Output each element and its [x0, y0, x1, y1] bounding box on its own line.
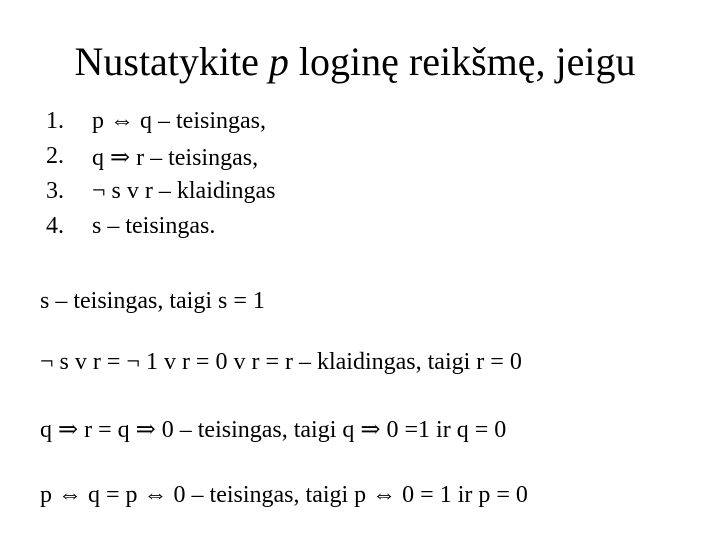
- condition-text: p ⇔ q – teisingas,: [92, 108, 266, 134]
- condition-text: ¬ s v r – klaidingas: [92, 178, 276, 204]
- condition-text: q ⇒ r – teisingas,: [92, 145, 259, 171]
- title-text-pre: Nustatykite: [74, 39, 269, 84]
- condition-number: 4.: [46, 213, 64, 239]
- solution-step: p ⇔ q = p ⇔ 0 – teisingas, taigi p ⇔ 0 = 1 ir p = 0: [40, 482, 528, 508]
- title-text-post: loginę reikšmę, jeigu: [288, 39, 636, 84]
- condition-number: 3.: [46, 178, 64, 204]
- condition-number: 1.: [46, 108, 64, 134]
- solution-step: q ⇒ r = q ⇒ 0 – teisingas, taigi q ⇒ 0 =1 ir q = 0: [40, 417, 507, 443]
- condition-text: s – teisingas.: [92, 213, 216, 239]
- solution-step: ¬ s v r = ¬ 1 v r = 0 v r = r – klaidingas, taigi r = 0: [40, 349, 522, 375]
- condition-number: 2.: [46, 143, 64, 169]
- title-variable: p: [268, 39, 289, 84]
- slide-title: [0, 38, 710, 85]
- solution-step: s – teisingas, taigi s = 1: [40, 288, 265, 314]
